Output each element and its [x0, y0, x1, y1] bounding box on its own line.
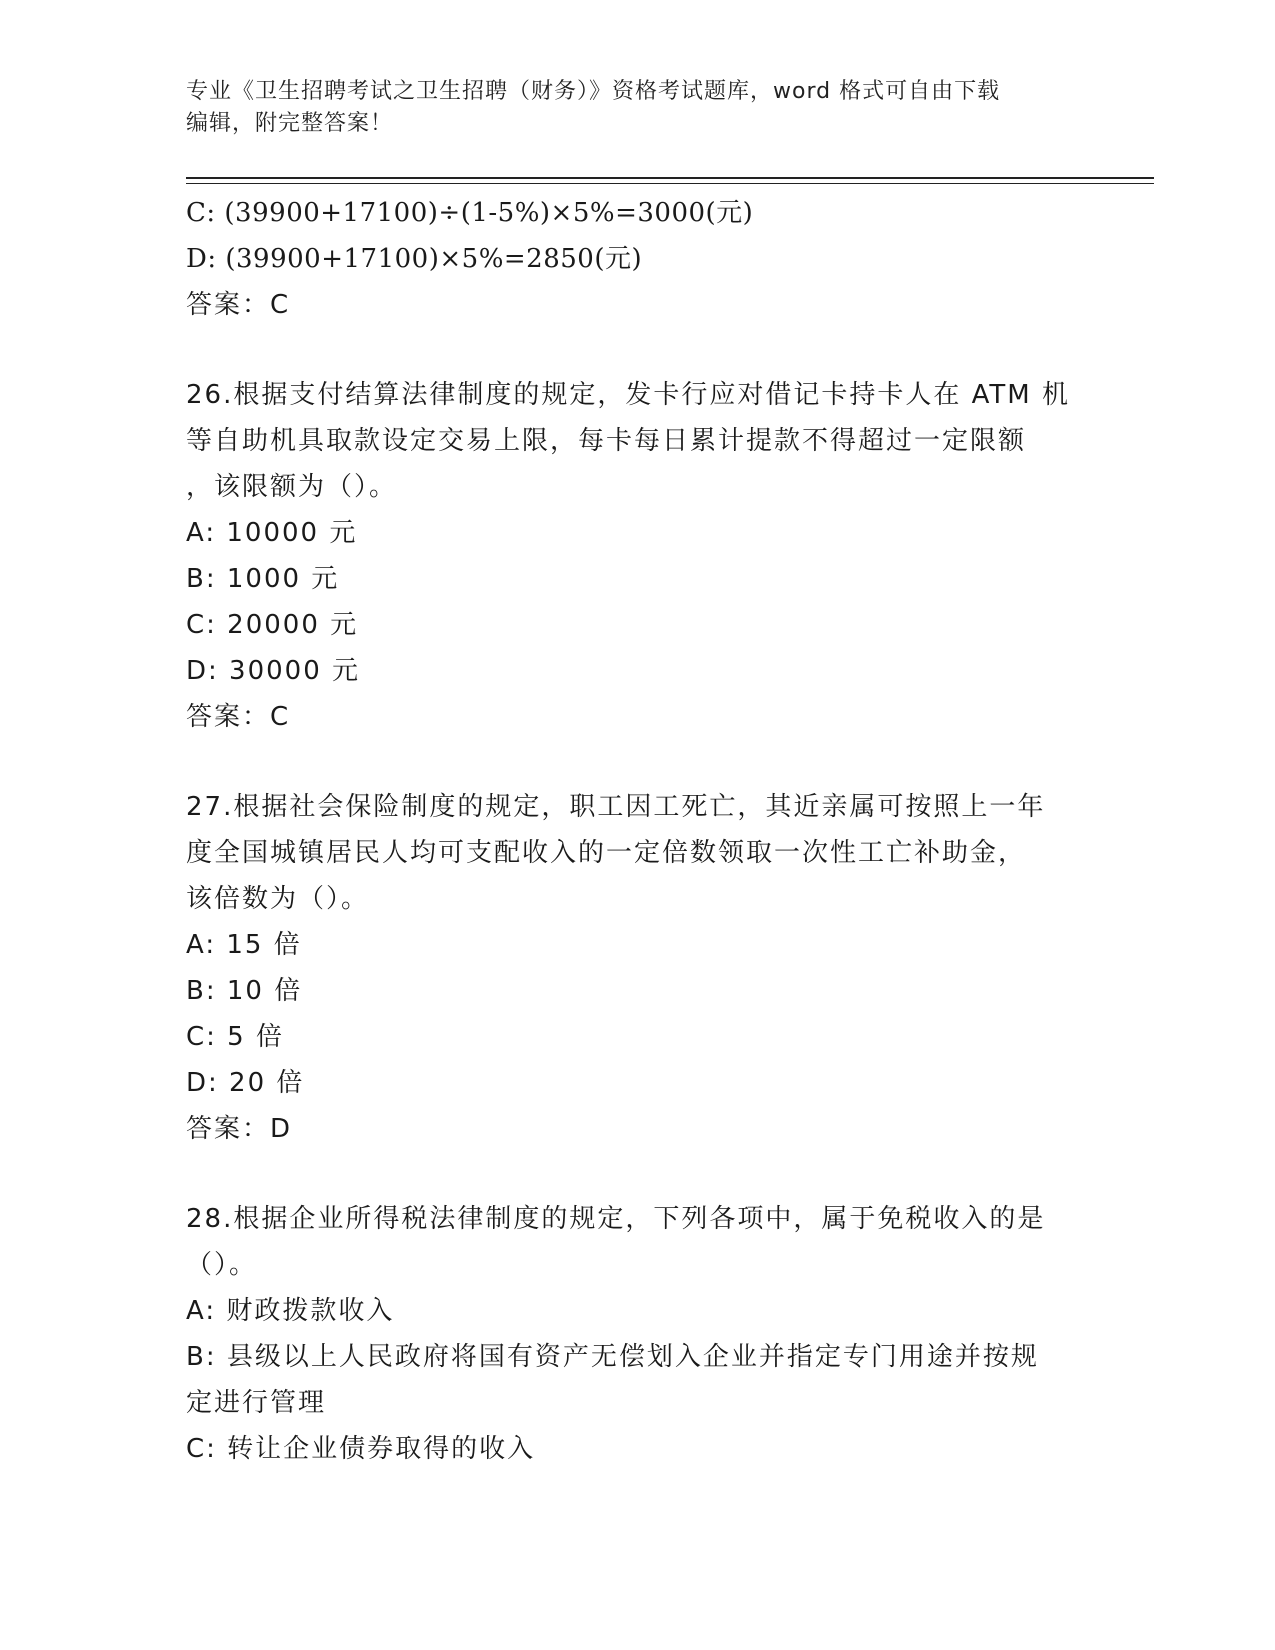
question-text: 26.根据支付结算法律制度的规定，发卡行应对借记卡持卡人在 ATM 机: [186, 380, 1070, 410]
option-c: C: 5 倍: [186, 1022, 284, 1052]
option-a: A: 10000 元: [186, 518, 358, 548]
question-27: [186, 784, 1086, 1152]
page-header: [186, 76, 1066, 140]
option-b: B: 1000 元: [186, 564, 340, 594]
option-d: D: 20 倍: [186, 1068, 305, 1098]
option-b-continued: 定进行管理: [186, 1388, 327, 1418]
option-c: C: 20000 元: [186, 610, 359, 640]
option-b: B: 10 倍: [186, 976, 303, 1006]
spacer: [186, 328, 1086, 372]
option-d: D: 30000 元: [186, 656, 361, 686]
header-rule-thin: [186, 183, 1154, 184]
answer-line: 答案：C: [186, 290, 291, 320]
question-text: 28.根据企业所得税法律制度的规定，下列各项中，属于免税收入的是: [186, 1204, 1046, 1234]
option-c: C: (39900+17100)÷(1-5%)×5%=3000(元): [186, 198, 754, 228]
question-text: 等自助机具取款设定交易上限，每卡每日累计提款不得超过一定限额: [186, 426, 1027, 456]
spacer: [186, 1152, 1086, 1196]
header-line-2: 编辑，附完整答案！: [186, 111, 394, 136]
question-text: 该倍数为（）。: [186, 884, 370, 914]
option-c: C: 转让企业债券取得的收入: [186, 1434, 536, 1464]
option-b: B: 县级以上人民政府将国有资产无偿划入企业并指定专门用途并按规: [186, 1342, 1039, 1372]
question-text: 27.根据社会保险制度的规定，职工因工死亡，其近亲属可按照上一年: [186, 792, 1046, 822]
option-a: A: 财政拨款收入: [186, 1296, 395, 1326]
answer-line: 答案：C: [186, 702, 291, 732]
option-a: A: 15 倍: [186, 930, 302, 960]
question-text: ，该限额为（）。: [186, 472, 398, 502]
answer-line: 答案：D: [186, 1114, 293, 1144]
option-d: D: (39900+17100)×5%=2850(元): [186, 244, 643, 274]
question-26: [186, 372, 1086, 740]
question-text: （）。: [186, 1250, 258, 1280]
question-28: [186, 1196, 1086, 1472]
spacer: [186, 740, 1086, 784]
header-line-1: 专业《卫生招聘考试之卫生招聘（财务）》资格考试题库，word 格式可自由下载: [186, 79, 1001, 104]
document-body: [186, 190, 1086, 1472]
header-rule-thick: [186, 177, 1154, 179]
question-text: 度全国城镇居民人均可支配收入的一定倍数领取一次性工亡补助金，: [186, 838, 1027, 868]
